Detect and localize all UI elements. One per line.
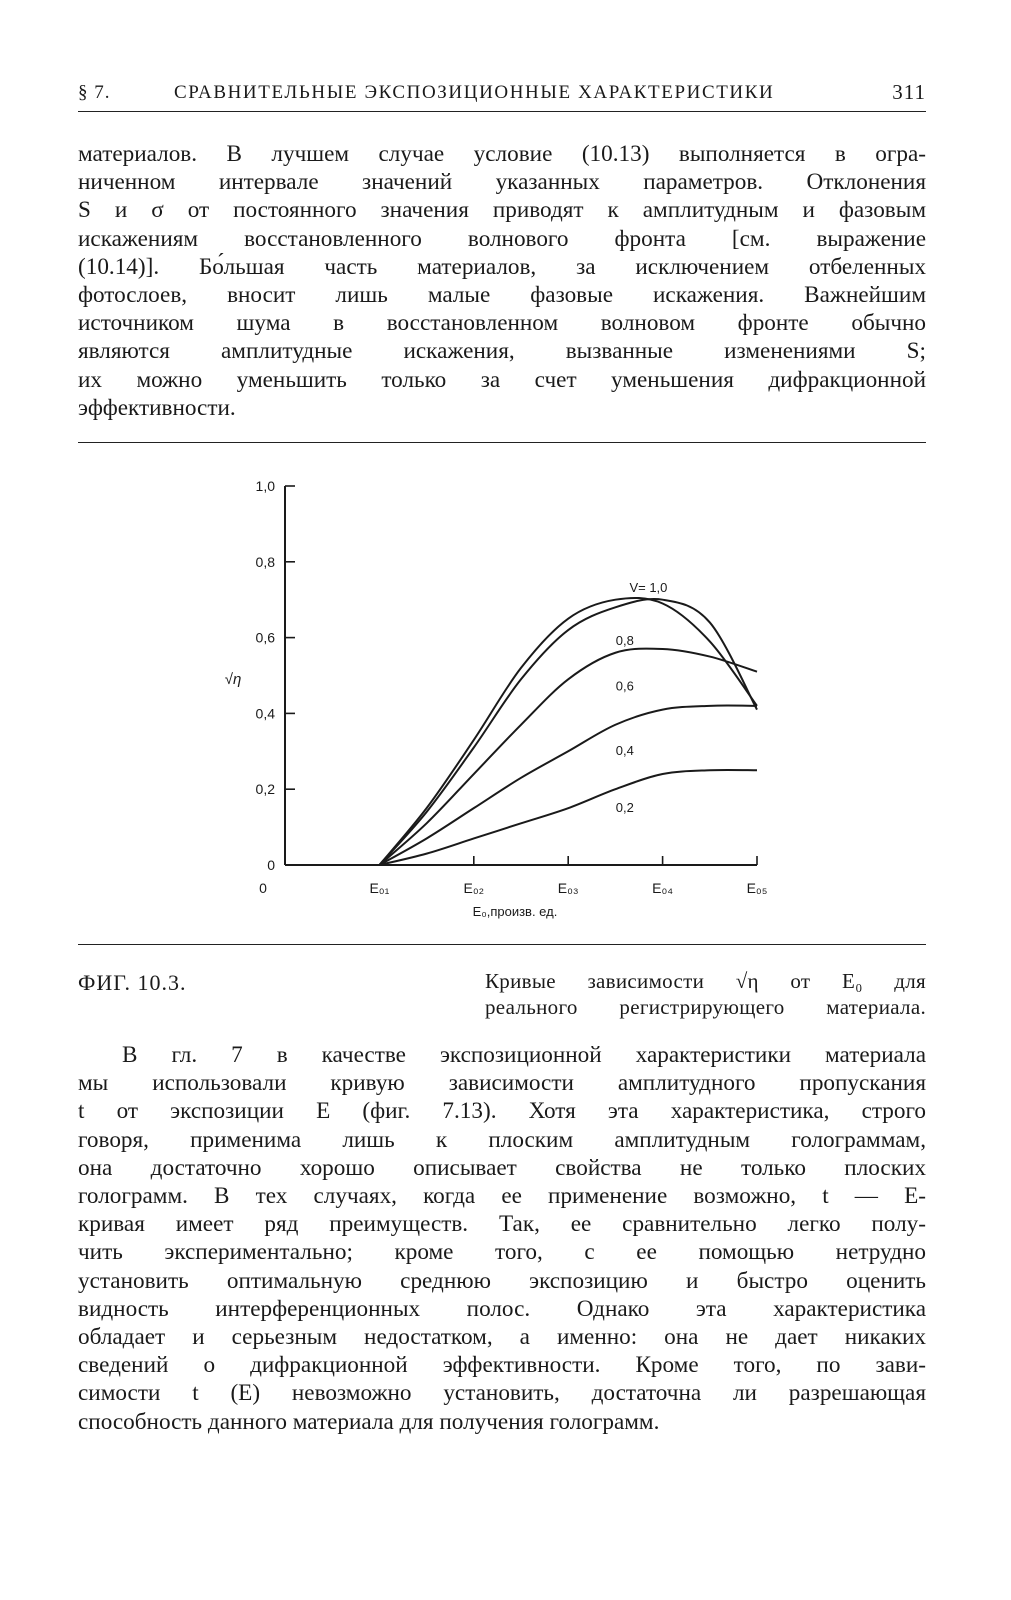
y-tick-label: 0,4	[255, 705, 275, 722]
header-rule	[78, 111, 926, 112]
text-line: источником шума в восстановленном волновом фронте обычно	[78, 310, 926, 337]
figure-top-rule	[78, 442, 926, 443]
y-tick-label: 0,8	[255, 553, 275, 570]
curve-1	[379, 599, 757, 865]
series-label: 0,2	[615, 799, 634, 815]
y-tick-label: 0,6	[255, 629, 275, 646]
section-number: § 7.	[78, 82, 111, 103]
x-tick-label: E₀₄	[652, 880, 674, 896]
series-label: V= 1,0	[629, 580, 668, 596]
caption-line: реального регистрирующего материала.	[485, 995, 926, 1019]
curve-3	[379, 706, 757, 865]
text-line: материалов. В лучшем случае условие (10.13) выполняется в огра-	[78, 141, 926, 167]
text-line: мы использовали кривую зависимости амплитудного пропускания	[78, 1070, 926, 1097]
y-tick-label: 0	[267, 857, 275, 873]
x-tick-label: E₀₂	[463, 880, 485, 896]
series-label: 0,4	[615, 743, 634, 759]
caption-line: Кривые зависимости √η от E₀ для	[485, 969, 926, 993]
paragraph-2	[78, 1041, 926, 1436]
text-line: (10.14)]. Бо́льшая часть материалов, за исключением отбеленных	[78, 253, 926, 280]
text-line: обладает и серьезным недостатком, а именно: она не дает никаких	[78, 1324, 926, 1351]
paragraph-1	[78, 140, 926, 422]
page-number: 311	[892, 80, 926, 104]
text-line: кривая имеет ряд преимуществ. Так, ее сравнительно легко полу-	[78, 1211, 926, 1238]
x-axis-label: E₀,произв. ед.	[472, 904, 558, 919]
running-title: СРАВНИТЕЛЬНЫЕ ЭКСПОЗИЦИОННЫЕ ХАРАКТЕРИСТИКИ	[174, 82, 775, 103]
series-label: 0,8	[615, 633, 634, 649]
text-line: фотослоев, вносит лишь малые фазовые искажения. Важнейшим	[78, 282, 926, 309]
x-tick-label: E₀₃	[557, 880, 579, 896]
y-tick-label: 0,2	[255, 781, 275, 798]
curve-0	[379, 598, 757, 865]
text-line: являются амплитудные искажения, вызванные изменениями S;	[78, 338, 926, 365]
x-tick-label: 0	[259, 880, 267, 896]
text-line: S и σ от постоянного значения приводят к амплитудным и фазовым	[78, 197, 926, 224]
chart-axes	[285, 486, 757, 865]
text-line: голограмм. В тех случаях, когда ее применение возможно, t — E-	[78, 1183, 926, 1210]
figure-10-3-chart	[195, 468, 795, 933]
chart-ticks	[256, 478, 768, 896]
y-tick-label: 1,0	[255, 478, 275, 494]
text-line: она достаточно хорошо описывает свойства не только плоских	[78, 1154, 926, 1181]
text-line: симости t (E) невозможно установить, достаточна ли разрешающая	[78, 1380, 926, 1407]
figure-bottom-rule	[78, 944, 926, 945]
x-tick-label: E₀₁	[369, 880, 390, 896]
figure-caption	[485, 968, 926, 1020]
text-line: их можно уменьшить только за счет уменьшения дифракционной	[78, 366, 926, 393]
text-line: В гл. 7 в качестве экспозиционной характеристики материала	[122, 1042, 926, 1068]
text-line: видность интерференционных полос. Однако эта характеристика	[78, 1295, 926, 1322]
curve-4	[379, 770, 757, 865]
chart-labels	[225, 580, 668, 919]
text-line: чить экспериментально; кроме того, с ее помощью нетрудно	[78, 1239, 926, 1266]
running-head	[78, 78, 926, 110]
y-axis-label: √η	[224, 671, 242, 688]
text-line: t от экспозиции E (фиг. 7.13). Хотя эта характеристика, строго	[78, 1098, 926, 1125]
text-line: способность данного материала для получения голограмм.	[78, 1408, 660, 1435]
text-line: эффективности.	[78, 394, 236, 421]
text-line: ниченном интервале значений указанных параметров. Отклонения	[78, 169, 926, 196]
text-line: говоря, применима лишь к плоским амплитудным голограммам,	[78, 1126, 926, 1153]
series-label: 0,6	[615, 678, 634, 694]
figure-number: ФИГ. 10.3.	[78, 970, 187, 995]
text-line: установить оптимальную среднюю экспозицию и быстро оценить	[78, 1267, 926, 1294]
x-tick-label: E₀₅	[746, 880, 768, 896]
chart-curves	[379, 598, 757, 865]
text-line: искажениям восстановленного волнового фронта [см. выражение	[78, 225, 926, 252]
text-line: сведений о дифракционной эффективности. Кроме того, по зави-	[78, 1352, 926, 1379]
